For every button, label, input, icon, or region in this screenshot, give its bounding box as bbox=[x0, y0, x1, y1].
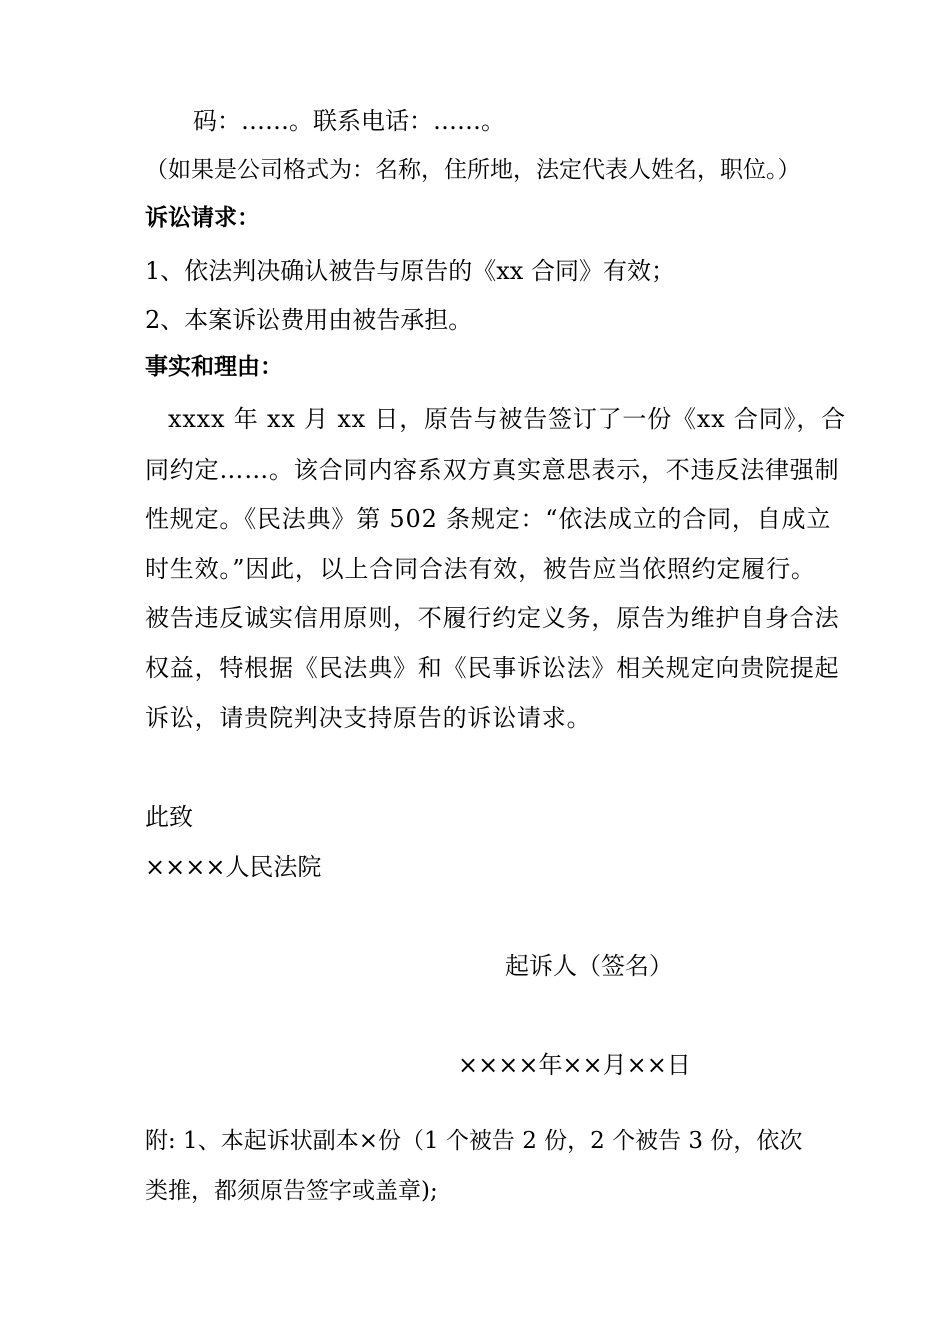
company-format-note: （如果是公司格式为：名称，住所地，法定代表人姓名，职位。） bbox=[145, 157, 801, 183]
attachment-line-1: 附: 1、本起诉状副本×份（1 个被告 2 份，2 个被告 3 份，依次 bbox=[145, 1128, 803, 1154]
facts-line-6: 权益，特根据《民法典》和《民事诉讼法》相关规定向贵院提起 bbox=[145, 654, 840, 682]
attachment-line-2: 类推，都须原告签字或盖章); bbox=[145, 1178, 438, 1204]
salutation: 此致 bbox=[145, 803, 193, 831]
court-name: ××××人民法院 bbox=[145, 853, 322, 881]
facts-line-1: xxxx 年 xx 月 xx 日，原告与被告签订了一份《xx 合同》，合 bbox=[168, 405, 846, 433]
facts-line-3: 性规定。《民法典》第 502 条规定：“依法成立的合同，自成立 bbox=[145, 505, 832, 533]
claim-item-1: 1、依法判决确认被告与原告的《xx 合同》有效； bbox=[145, 257, 675, 285]
facts-heading: 事实和理由： bbox=[145, 354, 283, 380]
facts-line-7: 诉讼，请贵院判决支持原告的诉讼请求。 bbox=[145, 704, 592, 732]
filing-date: ××××年××月××日 bbox=[458, 1051, 691, 1079]
contact-line: 码：……。联系电话：……。 bbox=[193, 107, 505, 135]
facts-line-5: 被告违反诚实信用原则，不履行约定义务，原告为维护自身合法 bbox=[145, 604, 840, 632]
facts-line-4: 时生效。”因此，以上合同合法有效，被告应当依照约定履行。 bbox=[145, 555, 816, 583]
facts-line-2: 同约定……。该合同内容系双方真实意思表示，不违反法律强制 bbox=[145, 456, 840, 484]
plaintiff-signature: 起诉人（签名） bbox=[505, 952, 673, 980]
claim-item-2: 2、本案诉讼费用由被告承担。 bbox=[145, 306, 473, 334]
claims-heading: 诉讼请求： bbox=[145, 205, 260, 231]
